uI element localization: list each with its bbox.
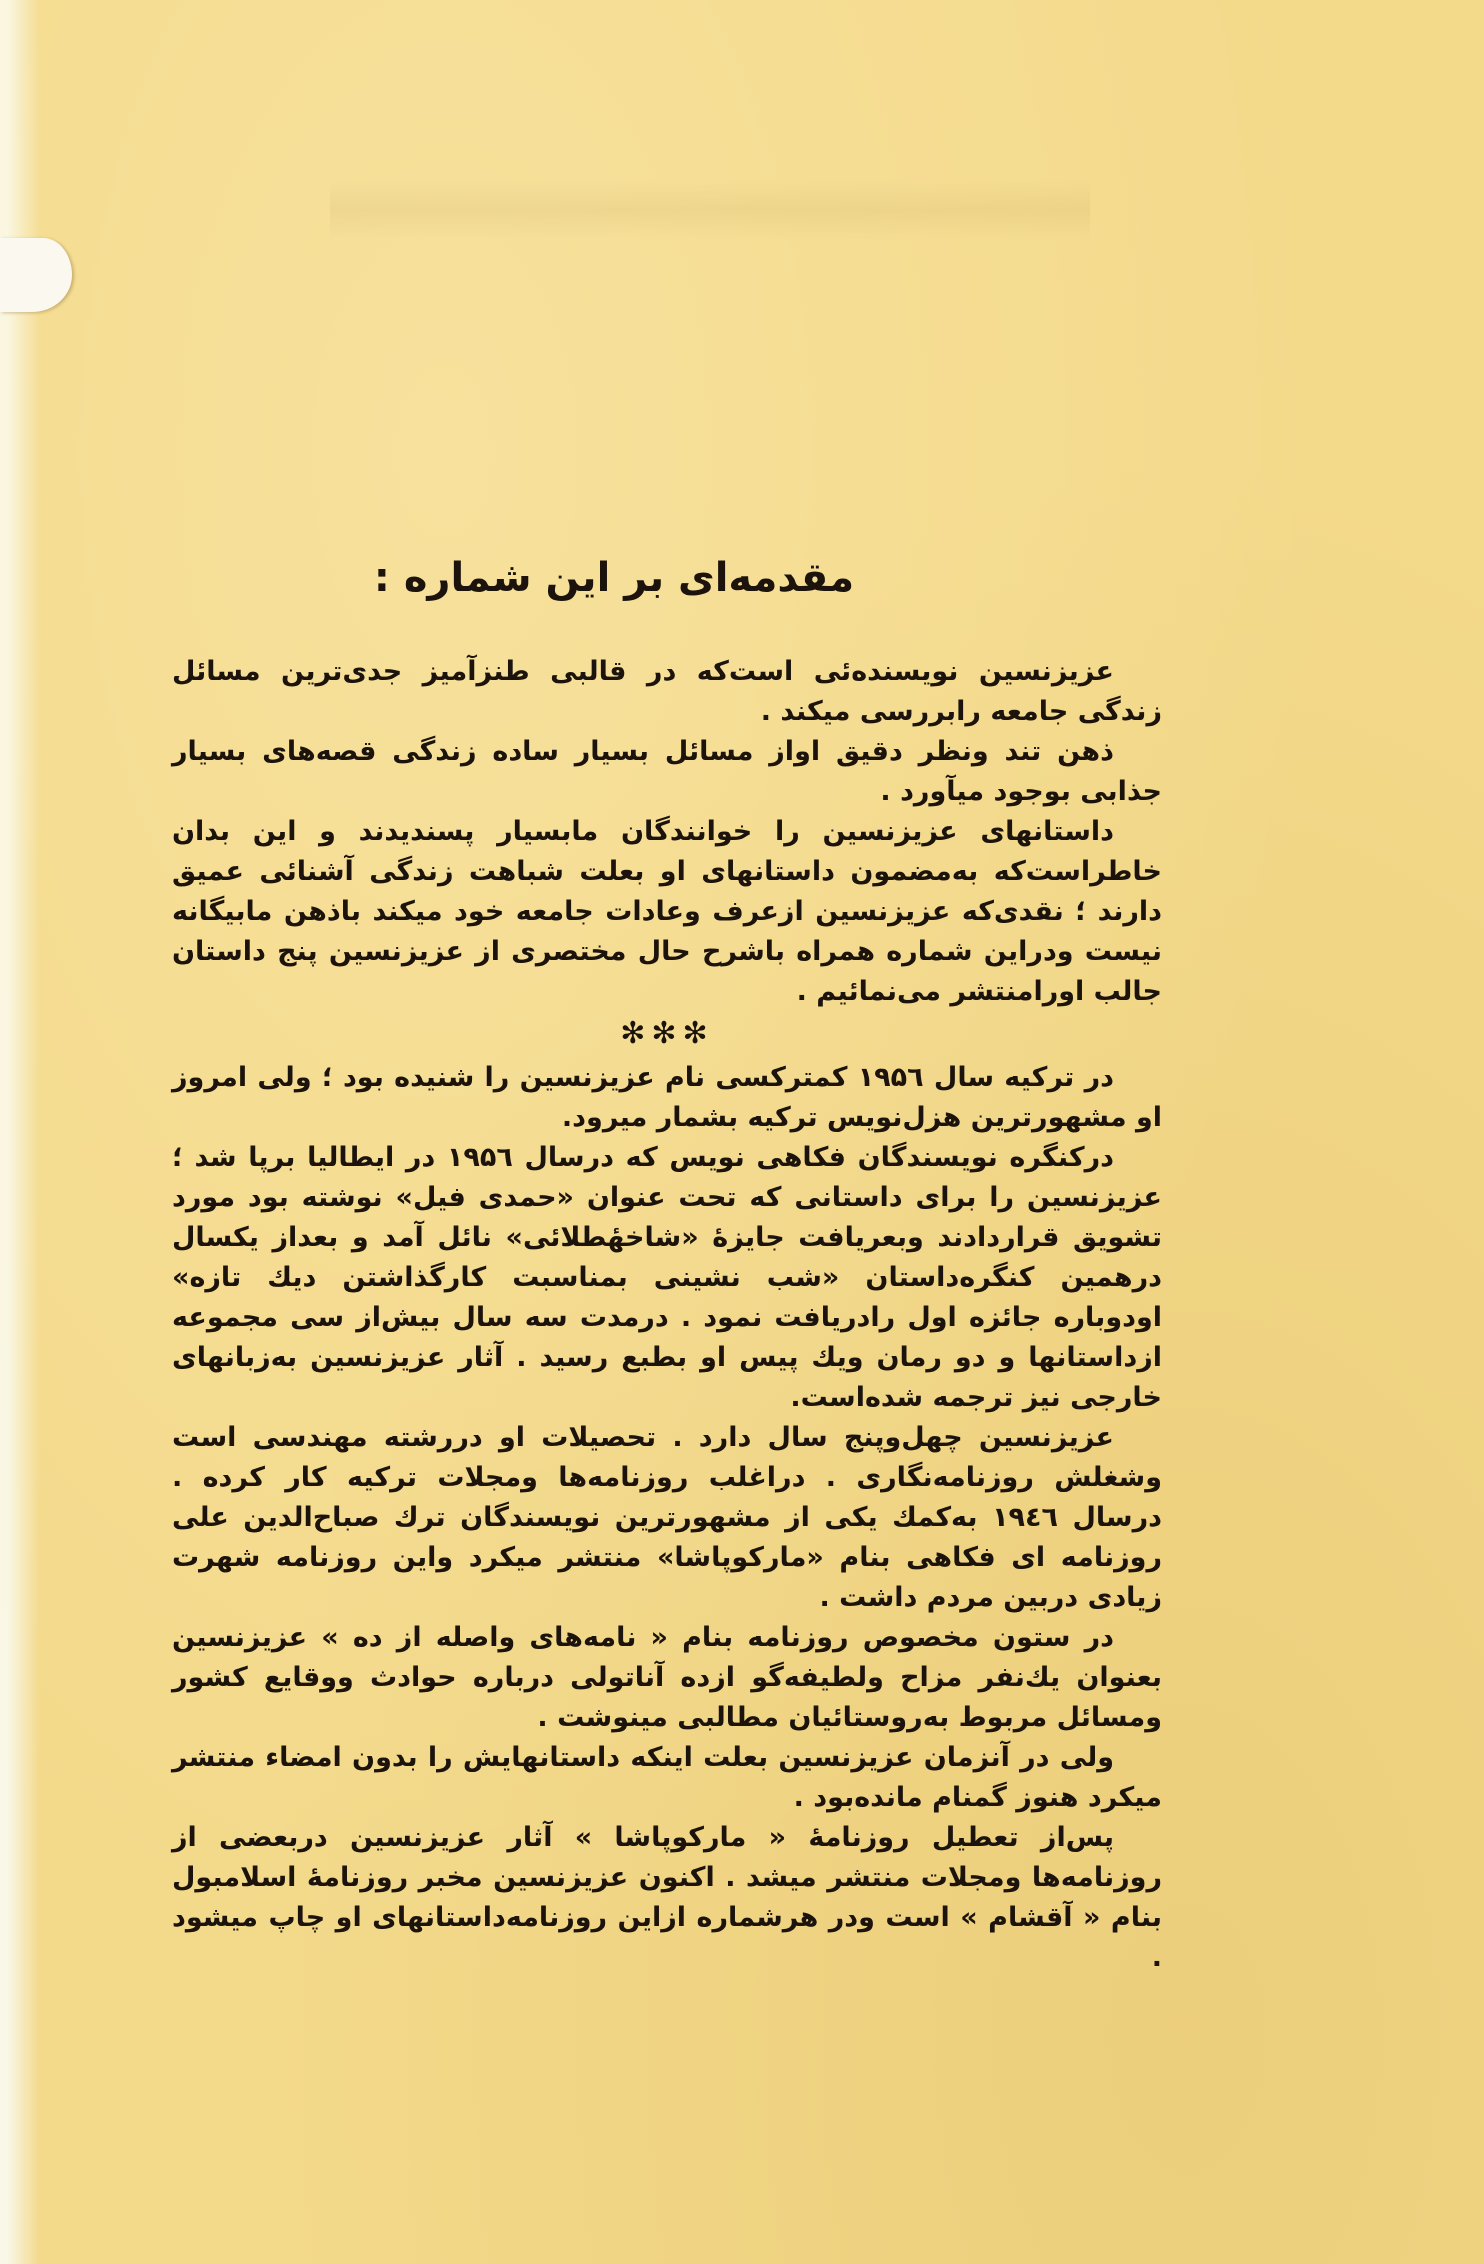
asterism-separator: ✻✻✻	[620, 1016, 714, 1051]
page-title: مقدمه‌ای بر این شماره :	[373, 555, 855, 601]
bio-paragraph-1: در ترکیه سال ۱۹۵٦ کمترکسی نام عزیزنسین را شنیده بود ؛ ولی امروز او مشهورترین هزل‌نویس ترکیه بشمار میرود.	[172, 1062, 1162, 1133]
intro-paragraph-1: عزیزنسین نویسنده‌ئی است‌که در قالبی طنزآمیز جدی‌ترین مسائل زندگی جامعه رابررسی میکند .	[172, 656, 1162, 727]
bio-paragraph-6: پس‌از تعطیل روزنامهٔ « مارکوپاشا » آثار عزیزنسین دربعضی از روزنامه‌ها ومجلات منتشر میشد . اکنون عزیزنسین مخبر روزنامهٔ اسلامبول بنام « آقشام » است ودر هرشماره ازاین روزنامه‌داستانهای او چاپ میشود .	[172, 1822, 1162, 1973]
bio-paragraph-3: عزیزنسین چهل‌وپنج سال دارد . تحصیلات او دررشته مهندسی است وشغلش روزنامه‌نگاری . دراغلب روزنامه‌ها ومجلات ترکیه کار کرده . درسال ۱۹٤٦ به‌کمك یکی از مشهورترین نویسندگان ترك صباح‌الدین علی روزنامه ای فکاهی بنام «مارکوپاشا» منتشر میکرد واین روزنامه شهرت زیادی دربین مردم داشت .	[172, 1422, 1163, 1613]
bio-paragraph-5: ولی در آنزمان عزیزنسین بعلت اینکه داستانهایش را بدون امضاء منتشر میکرد هنوز گمنام مانده‌بود .	[172, 1742, 1162, 1813]
intro-paragraph-2: ذهن تند ونظر دقیق اواز مسائل بسیار ساده زندگی قصه‌های بسیار جذابی بوجود میآورد .	[172, 736, 1162, 807]
intro-paragraph-3: داستانهای عزیزنسین را خوانندگان مابسیار پسندیدند و این بدان خاطراست‌که به‌مضمون داستانهای او بعلت شباهت زندگی آشنائی عمیق دارند ؛ نقدی‌که عزیزنسین ازعرف وعادات جامعه خود میکند باذهن مابیگانه نیست ودراین شماره همراه باشرح حال مختصری از عزیزنسین پنج داستان جالب اورامنتشر می‌نمائیم .	[172, 816, 1162, 1007]
article-body	[172, 652, 1162, 1978]
bio-paragraph-4: در ستون مخصوص روزنامه بنام « نامه‌های واصله از ده » عزیزنسین بعنوان یك‌نفر مزاح ولطیفه‌گو ازده آناتولی درباره حوادث ووقایع کشور ومسائل مربوط به‌روستائیان مطالبی مینوشت .	[172, 1622, 1162, 1733]
bio-paragraph-2: درکنگره نویسندگان فکاهی نویس که درسال ۱۹۵٦ در ایطالیا برپا شد ؛ عزیزنسین را برای داستانی که تحت عنوان «حمدی فیل» نوشته بود مورد تشویق قراردادند وبعریافت جایزهٔ «شاخهٔطلائی» نائل آمد و بعداز یکسال درهمین کنگره‌داستان «شب نشینی بمناسبت کارگذاشتن دیك تازه» اودوباره جائزه اول رادریافت نمود . درمدت سه سال بیش‌از سی مجموعه ازداستانها و دو رمان ویك پیس او بطبع رسید . آثار عزیزنسین به‌زبانهای خارجی نیز ترجمه شده‌است.	[172, 1142, 1162, 1413]
paper-bleed-through	[330, 180, 1090, 240]
torn-paper-edge	[0, 238, 72, 312]
